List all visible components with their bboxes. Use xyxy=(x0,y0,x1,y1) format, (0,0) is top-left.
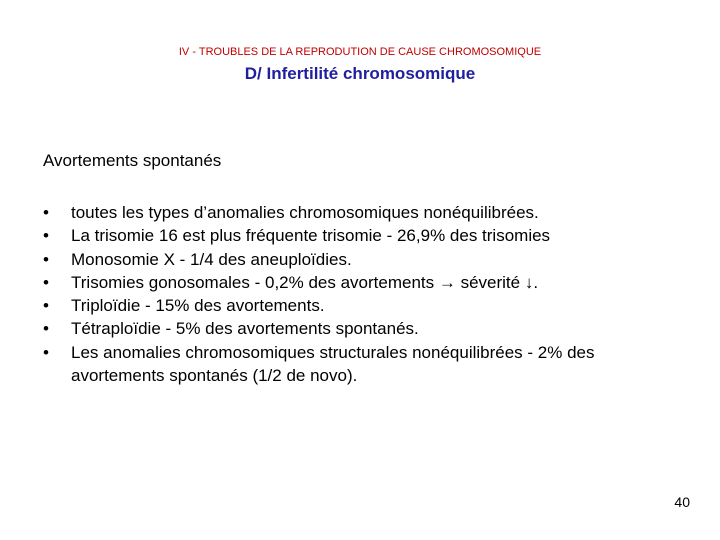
section-heading: Avortements spontanés xyxy=(43,151,222,170)
slide-title: D/ Infertilité chromosomique xyxy=(244,64,476,83)
bullet-icon: • xyxy=(43,296,49,316)
bullet-list xyxy=(43,201,683,387)
bullet-icon: • xyxy=(43,342,49,362)
bullet-icon: • xyxy=(43,319,49,339)
bullet-text: Les anomalies chromosomiques structurales nonéquilibrées - 2% des avortements spontanés (1/2 de novo). xyxy=(71,342,595,386)
bullet-text: toutes les types d’anomalies chromosomiques nonéquilibrées. xyxy=(71,203,539,222)
page-number: 40 xyxy=(674,494,690,510)
bullet-item xyxy=(43,341,683,388)
bullet-text: Monosomie X - 1/4 des aneuploïdies. xyxy=(71,249,352,269)
bullet-item xyxy=(43,201,683,224)
bullet-text: Triploïdie - 15% des avortements. xyxy=(71,296,325,316)
bullet-item xyxy=(43,224,683,247)
bullet-item xyxy=(43,248,683,271)
bullet-item xyxy=(43,317,683,340)
bullet-icon: • xyxy=(43,272,49,292)
bullet-text: Trisomies gonosomales - 0,2% des avortements → séverité ↓. xyxy=(71,272,539,292)
bullet-item xyxy=(43,271,683,294)
bullet-text: Tétraploïdie - 5% des avortements spontanés. xyxy=(71,319,419,339)
header-top-line: IV - TROUBLES DE LA REPRODUTION DE CAUSE CHROMOSOMIQUE xyxy=(178,46,542,58)
bullet-item xyxy=(43,294,683,317)
bullet-icon: • xyxy=(43,249,49,269)
bullet-icon: • xyxy=(43,203,49,222)
bullet-icon: • xyxy=(43,226,49,246)
bullet-text: La trisomie 16 est plus fréquente trisomie - 26,9% des trisomies xyxy=(71,226,551,246)
